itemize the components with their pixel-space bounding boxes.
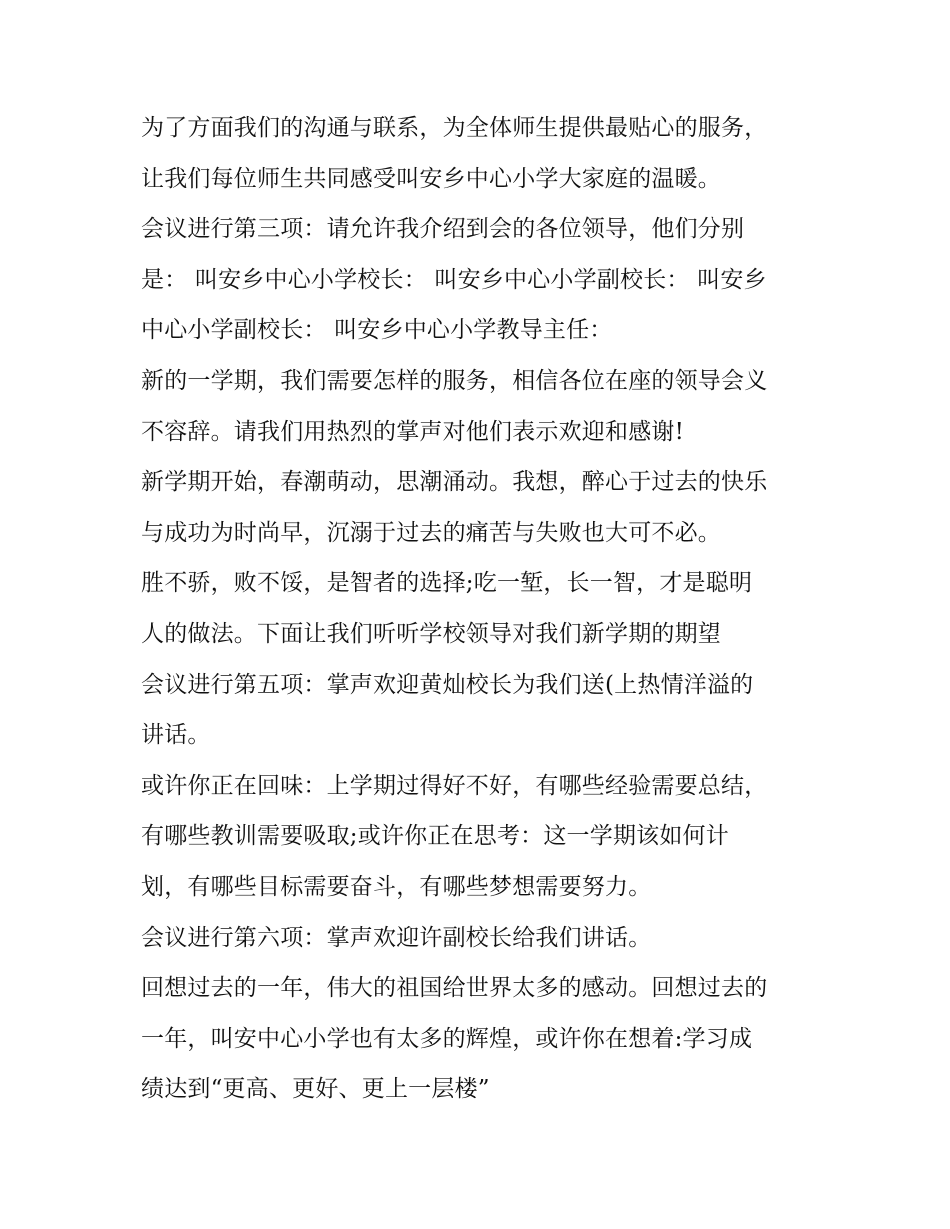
text-line: 新学期开始，春潮萌动，思潮涌动。我想，醉心于过去的快乐 — [141, 469, 768, 496]
text-line: 回想过去的一年，伟大的祖国给世界太多的感动。回想过去的 — [141, 975, 768, 1002]
text-line: 会议进行第三项：请允许我介绍到会的各位领导，他们分别 — [141, 216, 745, 243]
document-body — [141, 103, 821, 1115]
text-line: 或许你正在回味：上学期过得好不好，有哪些经验需要总结， — [141, 772, 768, 799]
text-line: 新的一学期，我们需要怎样的服务，相信各位在座的领导会义 — [141, 367, 768, 394]
text-line: 绩达到“更高、更好、更上一层楼” — [141, 1076, 490, 1103]
text-line: 胜不骄，败不馁，是智者的选择;吃一堑，长一智，才是聪明 — [141, 570, 753, 597]
text-line: 是： 叫安乡中心小学校长： 叫安乡中心小学副校长： 叫安乡 — [141, 266, 767, 293]
text-line: 不容辞。请我们用热烈的掌声对他们表示欢迎和感谢! — [141, 418, 685, 445]
text-line: 中心小学副校长： 叫安乡中心小学教导主任： — [141, 317, 613, 344]
text-line: 为了方面我们的沟通与联系，为全体师生提供最贴心的服务， — [141, 115, 768, 141]
text-line: 一年，叫安中心小学也有太多的辉煌，或许你在想着:学习成 — [141, 1025, 753, 1052]
text-line: 会议进行第六项：掌声欢迎许副校长给我们讲话。 — [141, 924, 652, 951]
text-line: 有哪些教训需要吸取;或许你正在思考：这一学期该如何计 — [141, 823, 729, 850]
text-line: 讲话。 — [141, 722, 211, 749]
text-line: 划，有哪些目标需要奋斗，有哪些梦想需要努力。 — [141, 873, 652, 900]
text-line: 会议进行第五项：掌声欢迎黄灿校长为我们送(上热情洋溢的 — [141, 671, 754, 698]
text-line: 人的做法。下面让我们听听学校领导对我们新学期的期望 — [141, 620, 721, 647]
text-line: 让我们每位师生共同感受叫安乡中心小学大家庭的温暖。 — [141, 165, 721, 192]
text-line: 与成功为时尚早，沉溺于过去的痛苦与失败也大可不必。 — [141, 519, 721, 546]
